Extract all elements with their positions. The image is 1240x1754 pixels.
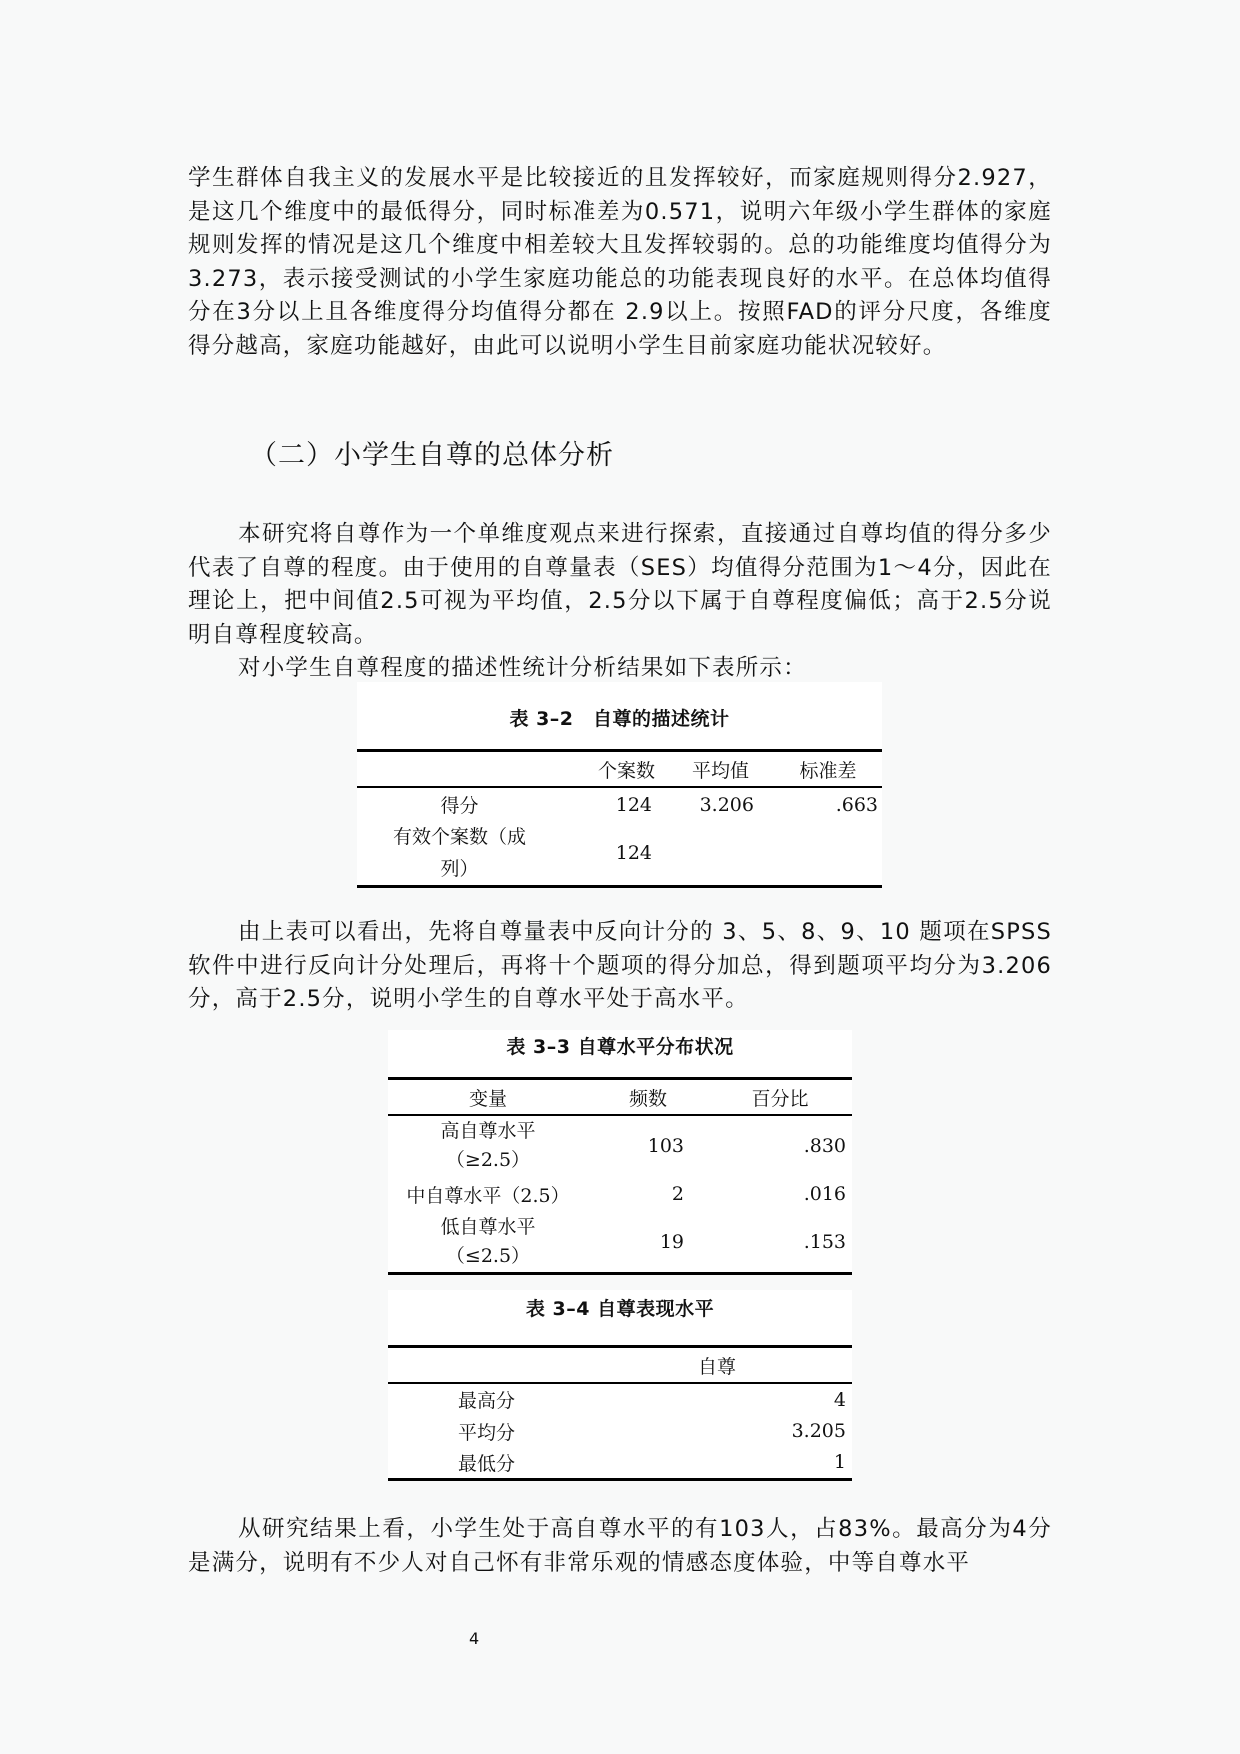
table-row	[388, 1447, 852, 1479]
table-cell	[774, 821, 882, 887]
paragraph-family-function-summary: 学生群体自我主义的发展水平是比较接近的且发挥较好，而家庭规则得分2.927，是这几个维度中的最低得分，同时标准差为0.571，说明六年级小学生群体的家庭规则发挥的情况是这几个维度中相差较大且发挥较弱的。总的功能维度均值得分为 3.273，表示接受测试的小学生家庭功能总的功能表现良好的水平。在总体均值得分在3分以上且各维度得分均值得分都在 2.9以上。按照FAD的评分尺度，各维度得分越高，家庭功能越好，由此可以说明小学生目前家庭功能状况较好。	[188, 165, 1052, 359]
table-cell: 3.205	[791, 1420, 846, 1442]
table-header-cell: 变量	[388, 1079, 588, 1116]
table-cell: 最低分	[388, 1447, 588, 1479]
table-cell: .830	[803, 1134, 846, 1157]
table-cell: 低自尊水平（≤2.5）	[388, 1213, 588, 1273]
table-cell: 19	[588, 1213, 708, 1273]
table-row	[388, 1415, 852, 1447]
table-cell	[667, 821, 774, 887]
table-row	[388, 1175, 852, 1213]
table-header-cell: 平均值	[667, 751, 774, 788]
table-row	[388, 1115, 852, 1175]
table-3-2-container	[357, 682, 882, 888]
paragraph-table-intro: 对小学生自尊程度的描述性统计分析结果如下表所示：	[238, 655, 807, 681]
table-cell: 1	[588, 1447, 852, 1479]
table-cell: 最高分	[458, 1390, 516, 1412]
table-cell: 得分	[440, 795, 479, 817]
table-3-3-caption: 表 3–3 自尊水平分布状况	[506, 1036, 734, 1058]
paragraph-results-discussion: 从研究结果上看，小学生处于高自尊水平的有103人，占83%。最高分为4分是满分，说明有不少人对自己怀有非常乐观的情感态度体验，中等自尊水平	[188, 1516, 1052, 1576]
page-number: 4	[469, 1629, 480, 1648]
table-3-2	[357, 749, 882, 888]
table-3-4-caption: 表 3–4 自尊表现水平	[525, 1298, 715, 1320]
paragraph-self-esteem-method: 本研究将自尊作为一个单维度观点来进行探索，直接通过自尊均值的得分多少代表了自尊的程度。由于使用的自尊量表（SES）均值得分范围为1～4分，因此在理论上，把中间值2.5可视为平均值，2.5分以下属于自尊程度偏低；高于2.5分说明自尊程度较高。	[188, 521, 1052, 648]
table-cell: 平均分	[458, 1421, 516, 1444]
table-cell: .016	[803, 1183, 846, 1205]
table-3-3-container	[388, 1030, 852, 1275]
table-3-4-container	[388, 1290, 852, 1481]
table-3-4	[388, 1345, 852, 1481]
table-cell: 中自尊水平（2.5）	[406, 1184, 570, 1207]
table-header-cell: 百分比	[708, 1079, 852, 1116]
table-row	[388, 1213, 852, 1273]
table-row	[357, 821, 882, 887]
table-cell: 2	[671, 1183, 684, 1205]
table-3-2-caption: 表 3–2 自尊的描述统计	[509, 708, 730, 730]
table-cell: 有效个案数（成列）	[357, 821, 562, 887]
table-cell: 高自尊水平（≥2.5）	[440, 1119, 536, 1171]
table-header-cell: 频数	[588, 1079, 708, 1116]
section-heading: （二）小学生自尊的总体分析	[250, 440, 614, 471]
table-cell: 4	[833, 1388, 846, 1411]
paragraph-table-3-2-interpretation: 由上表可以看出，先将自尊量表中反向计分的 3、5、8、9、10 题项在SPSS软件中进行反向计分处理后，再将十个题项的得分加总，得到题项平均分为3.206分，高于2.5分，说明小学生的自尊水平处于高水平。	[188, 919, 1052, 1012]
table-row	[357, 787, 882, 821]
table-cell: 124	[562, 821, 667, 887]
table-header-cell	[357, 751, 562, 788]
table-cell: 3.206	[699, 793, 754, 816]
table-cell: 124	[615, 793, 652, 816]
table-header-cell: 自尊	[588, 1347, 852, 1384]
table-header-cell: 标准差	[774, 751, 882, 788]
table-header-cell: 个案数	[562, 751, 667, 788]
table-row	[388, 1383, 852, 1415]
table-cell: .663	[835, 793, 878, 816]
table-cell: .153	[708, 1213, 852, 1273]
table-cell: 103	[647, 1134, 684, 1157]
table-header-cell	[388, 1347, 588, 1384]
table-3-3	[388, 1077, 852, 1275]
